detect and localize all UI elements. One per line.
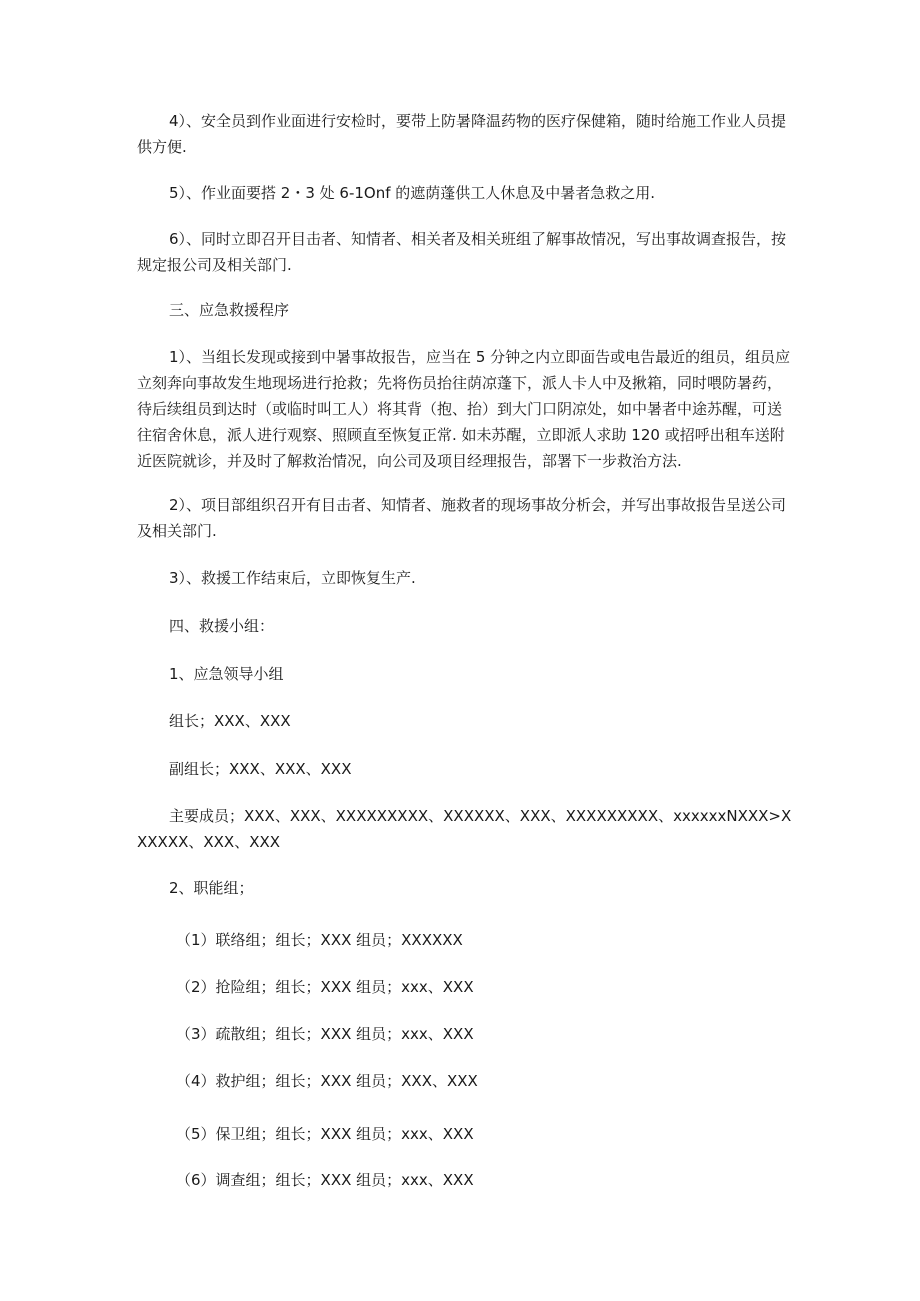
function-group-security: （5）保卫组；组长；XXX 组员；xxx、XXX bbox=[176, 1125, 474, 1143]
procedure-step-1: 1）、当组长发现或接到中暑事故报告，应当在 5 分钟之内立即面告或电告最近的组员，组员应立刻奔向事故发生地现场进行抢救；先将伤员抬往荫凉蓬下，派人卡人中及揪箱，同时喂防暑药，待后续组员到达时（或临时叫工人）将其背（抱、抬）到大门口阴凉处，如中暑者中途苏醒，可送往宿舍休息，派人进行观察、照顾直至恢复正常. 如未苏醒，立即派人求助 120 或招呼出租车送附近医院就诊，并及时了解救治情况，向公司及项目经理报告，部署下一步救治方法. bbox=[137, 348, 791, 470]
section-heading-rescue-team: 四、救援小组： bbox=[169, 617, 275, 635]
procedure-step-3: 3）、救援工作结束后，立即恢复生产. bbox=[169, 569, 416, 587]
function-group-investigation: （6）调查组；组长；XXX 组员；xxx、XXX bbox=[176, 1171, 474, 1189]
function-group-title: 2、职能组； bbox=[169, 879, 254, 897]
function-group-evacuation: （3）疏散组；组长；XXX 组员；xxx、XXX bbox=[176, 1025, 474, 1043]
leader-line: 组长；XXX、XXX bbox=[169, 712, 291, 730]
main-members-line: 主要成员；XXX、XXX、XXXXXXXXX、XXXXXX、XXX、XXXXXXXXX、xxxxxxNXXX>XXXXXX、XXX、XXX bbox=[137, 807, 792, 851]
function-group-contact: （1）联络组；组长；XXX 组员；XXXXXX bbox=[176, 931, 463, 949]
function-group-medical: （4）救护组；组长；XXX 组员；XXX、XXX bbox=[176, 1072, 478, 1090]
paragraph-item-5: 5）、作业面要搭 2・3 处 6-1Onf 的遮荫蓬供工人休息及中暑者急救之用. bbox=[169, 184, 656, 202]
procedure-step-2: 2）、项目部组织召开有目击者、知情者、施救者的现场事故分析会，并写出事故报告呈送公司及相关部门. bbox=[137, 496, 787, 540]
function-group-rescue: （2）抢险组；组长；XXX 组员；xxx、XXX bbox=[176, 978, 474, 996]
leader-group-title: 1、应急领导小组 bbox=[169, 665, 284, 683]
paragraph-item-6: 6）、同时立即召开目击者、知情者、相关者及相关班组了解事故情况，写出事故调查报告，按规定报公司及相关部门. bbox=[137, 230, 787, 274]
section-heading-emergency-procedure: 三、应急救援程序 bbox=[169, 301, 290, 319]
paragraph-item-4: 4）、安全员到作业面进行安检时，要带上防暑降温药物的医疗保健箱，随时给施工作业人员提供方便. bbox=[137, 112, 787, 156]
deputy-leader-line: 副组长；XXX、XXX、XXX bbox=[169, 760, 352, 778]
